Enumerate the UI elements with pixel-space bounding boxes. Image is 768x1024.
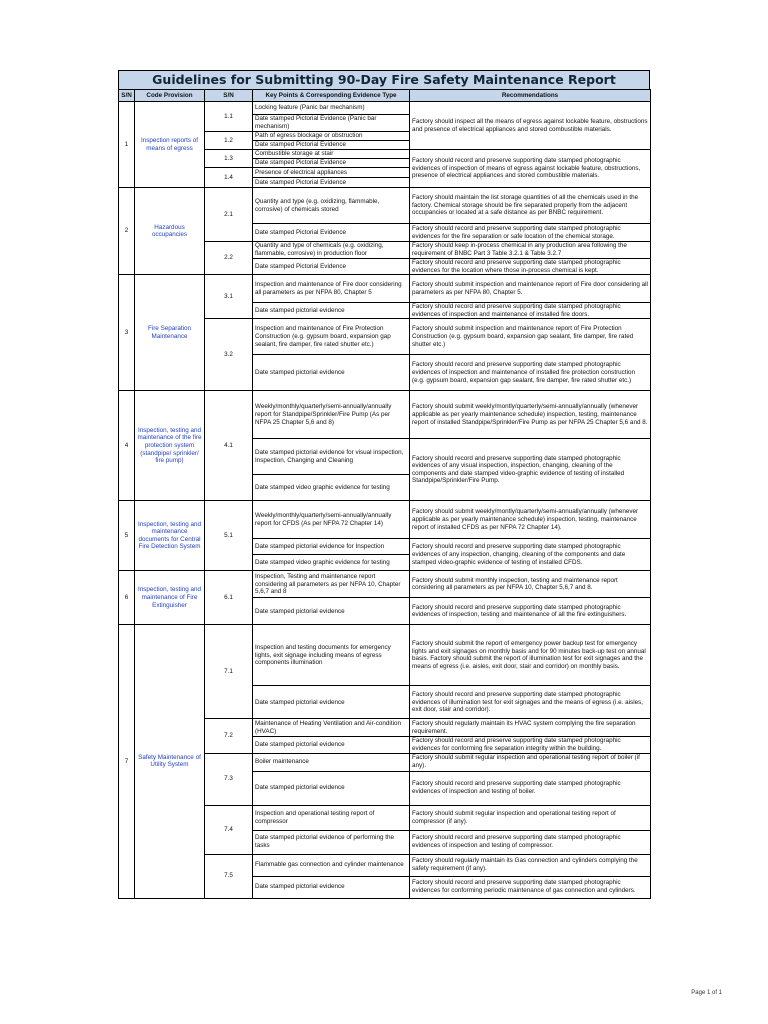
key-point-cell: Date stamped pictorial evidence [253,737,410,753]
recommendation-cell: Factory should record and preserve supporting date stamped photographic evidences of inspection and testing of boiler. [410,771,651,805]
key-point-cell: Inspection, Testing and maintenance report considering all parameters as per NFPA 10, Chapter 5,6,7 and 8 [253,571,410,598]
sn-cell: 6 [119,571,135,625]
key-point-cell: Locking feature (Panic bar mechanism) [253,102,410,115]
sn-cell: 2 [119,188,135,275]
table-header-row [119,90,651,102]
key-point-cell: Date stamped Pictorial Evidence [253,178,410,188]
sn-cell: 3 [119,275,135,391]
header-recommendations: Recommendations [410,90,651,102]
sub-sn-cell: 2.2 [205,242,253,275]
code-provision-cell: Inspection reports of means of egress [135,102,205,188]
key-point-cell: Date stamped video graphic evidence for testing [253,475,410,501]
recommendation-cell: Factory should submit the report of emergency power backup test for emergency lights and exit signages on monthly basis and for 90 minutes back-up test on annual basis. Factory should submit the report of illumination test for exit signages and the means of egress (i.e. aisles, exit door, stair and corridor) on monthly basis. [410,625,651,686]
key-point-cell: Boiler maintenance [253,753,410,771]
recommendation-cell: Factory should submit inspection and maintenance report of Fire Protection Construction (e.g. gypsum board, expansion gap sealant, fire damper, fire rated shutter etc.) [410,319,651,355]
sn-cell: 4 [119,391,135,501]
key-point-cell: Path of egress blockage or obstruction [253,132,410,141]
code-provision-cell: Safety Maintenance of Utility System [135,625,205,898]
document-title: Guidelines for Submitting 90-Day Fire Safety Maintenance Report [118,70,650,89]
key-point-cell: Date stamped Pictorial Evidence [253,159,410,168]
code-provision-cell: Fire Separation Maintenance [135,275,205,391]
key-point-cell: Date stamped pictorial evidence for visual inspection, Inspection, Changing and Cleaning [253,439,410,475]
key-point-cell: Date stamped pictorial evidence [253,771,410,805]
recommendation-cell: Factory should regularly maintain its HVAC system complying the fire separation requirement. [410,719,651,737]
table-row [119,102,651,115]
key-point-cell: Inspection and maintenance of Fire door considering all parameters as per NFPA 80, Chapter 5 [253,275,410,303]
recommendation-cell: Factory should record and preserve supporting date stamped photographic evidences of inspection and maintenance of installed fire protection construction (e.g. gypsum board, expansion gap sealant, fire damper, fire rated shutter etc.) [410,355,651,391]
guidelines-table [118,89,651,899]
key-point-cell: Flammable gas connection and cylinder maintenance [253,854,410,876]
key-point-cell: Date stamped pictorial evidence for Inspection [253,539,410,555]
header-sn: S/N [119,90,135,102]
table-row [119,571,651,598]
recommendation-cell: Factory should inspect all the means of egress against lockable feature, obstructions and presence of electrical appliances and stored combustible materials. [410,102,651,150]
sub-sn-cell: 7.1 [205,625,253,719]
code-provision-cell: Inspection, testing and maintenance of the fire protection system (standpipe/ sprinkler/ fire pump) [135,391,205,501]
key-point-cell: Inspection and testing documents for emergency lights, exit signage including means of egress components illumination [253,625,410,686]
table-row [119,501,651,539]
key-point-cell: Date stamped pictorial evidence [253,355,410,391]
sub-sn-cell: 1.2 [205,132,253,150]
sub-sn-cell: 3.1 [205,275,253,319]
key-point-cell: Date stamped Pictorial Evidence [253,141,410,150]
key-point-cell: Quantity and type (e.g. oxidizing, flammable, corrosive) of chemicals stored [253,188,410,224]
recommendation-cell: Factory should record and preserve supporting date stamped photographic evidences for the fire separation or safe location of the chemical storage. [410,224,651,242]
sn-cell: 5 [119,501,135,571]
guidelines-sheet [118,70,650,899]
sub-sn-cell: 7.2 [205,719,253,753]
recommendation-cell: Factory should submit monthly inspection, testing and maintenance report considering all parameters as per NFPA 10, Chapter 5,6,7 and 8. [410,571,651,598]
recommendation-cell: Factory should record and preserve supporting date stamped photographic evidences for conforming periodic maintenance of gas connection and cylinders. [410,876,651,898]
header-key-points: Key Points & Corresponding Evidence Type [253,90,410,102]
key-point-cell: Date stamped pictorial evidence [253,303,410,319]
recommendation-cell: Factory should submit weekly/montly/quarterly/semi-annually/annually (whenever applicable as per yearly maintenance schedule) inspection, testing, maintenance report of installed Standpipe/Sprinkler/Fire Pump as per NFPA 25 Chapter 5,6 and 8. [410,391,651,439]
recommendation-cell: Factory should submit regular inspection and operational testing report of compressor (if any). [410,805,651,830]
sub-sn-cell: 7.5 [205,854,253,898]
table-row [119,391,651,439]
recommendation-cell: Factory should record and preserve supporting date stamped photographic evidences of any inspection, changing, cleaning of the components and date stamped video-graphic evidence of testing of installed CFDS. [410,539,651,571]
sn-cell: 7 [119,625,135,898]
recommendation-cell: Factory should record and preserve supporting date stamped photographic evidences for conforming fire separation integrity within the building. [410,737,651,753]
sub-sn-cell: 5.1 [205,501,253,571]
sub-sn-cell: 6.1 [205,571,253,625]
key-point-cell: Date stamped video graphic evidence for testing [253,555,410,571]
sub-sn-cell: 4.1 [205,391,253,501]
sub-sn-cell: 1.4 [205,168,253,188]
recommendation-cell: Factory should keep in-process chemical in any production area following the requirement of BNBC Part 3 Table 3.2.1 & Table 3.2.7 [410,242,651,259]
key-point-cell: Date stamped Pictorial Evidence (Panic bar mechanism) [253,115,410,132]
key-point-cell: Inspection and operational testing report of compressor [253,805,410,830]
code-provision-cell: Inspection, testing and maintenance of Fire Extinguisher [135,571,205,625]
recommendation-cell: Factory should record and preserve supporting date stamped photographic evidences of any visual inspection, inspection, changing, cleaning of the components and date stamped video-graphic evidence of testing of installed Standpipe/Sprinkler/Fire Pump. [410,439,651,501]
recommendation-cell: Factory should submit regular inspection and operational testing report of boiler (if any). [410,753,651,771]
sub-sn-cell: 2.1 [205,188,253,242]
code-provision-cell: Hazardous occupancies [135,188,205,275]
table-body [119,102,651,899]
key-point-cell: Weekly/monthly/quarterly/semi-annually/annually report for CFDS (As per NFPA 72 Chapter 14) [253,501,410,539]
recommendation-cell: Factory should regularly maintain its Gas connection and cylinders complying the safety requirement (if any). [410,854,651,876]
key-point-cell: Date stamped pictorial evidence [253,876,410,898]
key-point-cell: Weekly/monthly/quarterly/semi-annually/annually report for Standpipe/Sprinkler/Fire Pump (As per NFPA 25 Chapter 5,6 and 8) [253,391,410,439]
sn-cell: 1 [119,102,135,188]
recommendation-cell: Factory should record and preserve supporting date stamped photographic evidences of inspection of means of egress against lockable feature, obstructions, presence of electrical appliances and stored combustible materials. [410,150,651,188]
key-point-cell: Quantity and type of chemicals (e.g. oxidizing, flammable, corrosive) in production floor [253,242,410,259]
table-row [119,275,651,303]
sub-sn-cell: 3.2 [205,319,253,391]
recommendation-cell: Factory should record and preserve supporting date stamped photographic evidences of illumination test for exit signages and the means of egress (i.e. aisles, exit door, stair and corridor). [410,686,651,719]
code-provision-cell: Inspection, testing and maintenance documents for Central Fire Detection System [135,501,205,571]
key-point-cell: Date stamped pictorial evidence [253,598,410,625]
sub-sn-cell: 1.3 [205,150,253,168]
recommendation-cell: Factory should record and preserve supporting date stamped photographic evidences of inspection, testing and maintenance of all the fire extinguishers. [410,598,651,625]
key-point-cell: Date stamped Pictorial Evidence [253,259,410,275]
key-point-cell: Maintenance of Heating Ventilation and Air-condition (HVAC) [253,719,410,737]
key-point-cell: Combustible storage at stair [253,150,410,159]
page-number: Page 1 of 1 [691,990,722,996]
recommendation-cell: Factory should maintain the list storage quantities of all the chemicals used in the factory. Chemical storage should be fire separated properly from the adjacent occupancies or located at a safe distance as per BNBC requirement. [410,188,651,224]
recommendation-cell: Factory should submit weekly/montly/quarterly/semi-annually/annually (whenever applicable as per yearly maintenance schedule) inspection, testing, maintenance report of installed CFDS as per NFPA 72 Chapter 14). [410,501,651,539]
table-row [119,188,651,224]
recommendation-cell: Factory should record and preserve supporting date stamped photographic evidences of inspection and maintenance of installed fire doors. [410,303,651,319]
header-code-provision: Code Provision [135,90,205,102]
key-point-cell: Date stamped Pictorial Evidence [253,224,410,242]
table-row [119,625,651,686]
sub-sn-cell: 7.3 [205,753,253,805]
key-point-cell: Inspection and maintenance of Fire Protection Construction (e.g. gypsum board, expansion gap sealant, fire damper, fire rated shutter etc.) [253,319,410,355]
key-point-cell: Date stamped pictorial evidence [253,686,410,719]
recommendation-cell: Factory should record and preserve supporting date stamped photographic evidences of inspection and testing of compressor. [410,830,651,854]
recommendation-cell: Factory should submit inspection and maintenance report of Fire door considering all parameters as per NFPA 80, Chapter 5. [410,275,651,303]
sub-sn-cell: 1.1 [205,102,253,132]
sub-sn-cell: 7.4 [205,805,253,854]
header-sub-sn: S/N [205,90,253,102]
key-point-cell: Date stamped pictorial evidence of performing the tasks [253,830,410,854]
recommendation-cell: Factory should record and preserve supporting date stamped photographic evidences for the location where those in-process chemical is kept. [410,259,651,275]
key-point-cell: Presence of electrical appliances [253,168,410,178]
